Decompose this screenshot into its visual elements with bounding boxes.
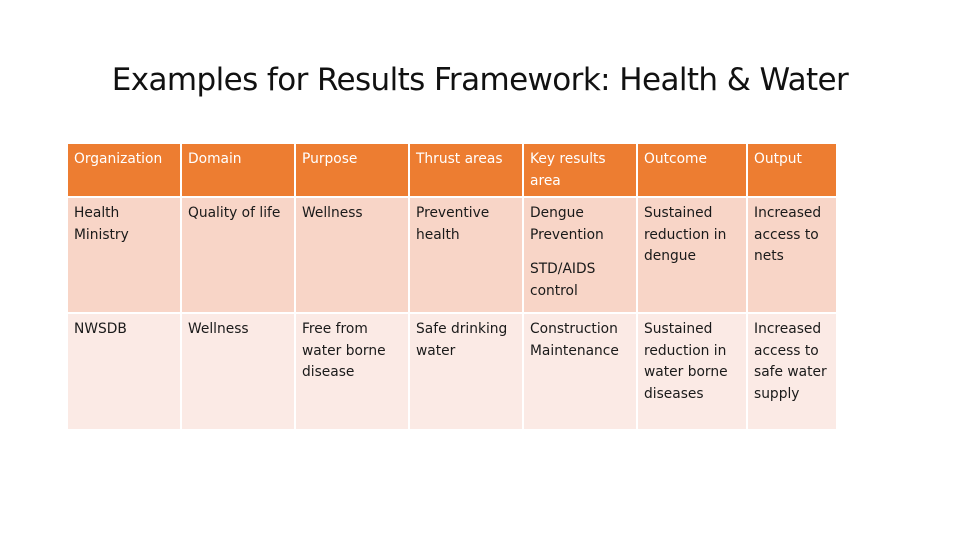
results-framework-table — [66, 142, 838, 431]
cell-domain: Wellness — [182, 314, 294, 429]
cell-organization: NWSDB — [68, 314, 180, 429]
cell-thrust-areas: Preventive health — [410, 198, 522, 312]
header-output: Output — [748, 144, 836, 196]
header-domain: Domain — [182, 144, 294, 196]
header-organization: Organization — [68, 144, 180, 196]
header-thrust-areas: Thrust areas — [410, 144, 522, 196]
cell-organization: Health Ministry — [68, 198, 180, 312]
cell-output: Increased access to safe water supply — [748, 314, 836, 429]
cell-purpose: Wellness — [296, 198, 408, 312]
key-result-item: STD/AIDS control — [530, 261, 596, 299]
table-header-row — [68, 144, 836, 196]
table-row — [68, 198, 836, 312]
table-row — [68, 314, 836, 429]
key-result-item: Construction — [530, 321, 618, 337]
key-result-item: Dengue Prevention — [530, 205, 604, 243]
header-outcome: Outcome — [638, 144, 746, 196]
cell-domain: Quality of life — [182, 198, 294, 312]
header-key-results-area: Key results area — [524, 144, 636, 196]
cell-key-results-area — [524, 314, 636, 429]
slide-title: Examples for Results Framework: Health & Water — [111, 62, 849, 98]
cell-thrust-areas: Safe drinking water — [410, 314, 522, 429]
key-result-item: Maintenance — [530, 342, 619, 359]
header-purpose: Purpose — [296, 144, 408, 196]
cell-output: Increased access to nets — [748, 198, 836, 312]
cell-key-results-area — [524, 198, 636, 312]
cell-outcome: Sustained reduction in dengue — [638, 198, 746, 312]
cell-outcome: Sustained reduction in water borne diseases — [638, 314, 746, 429]
cell-purpose: Free from water borne disease — [296, 314, 408, 429]
